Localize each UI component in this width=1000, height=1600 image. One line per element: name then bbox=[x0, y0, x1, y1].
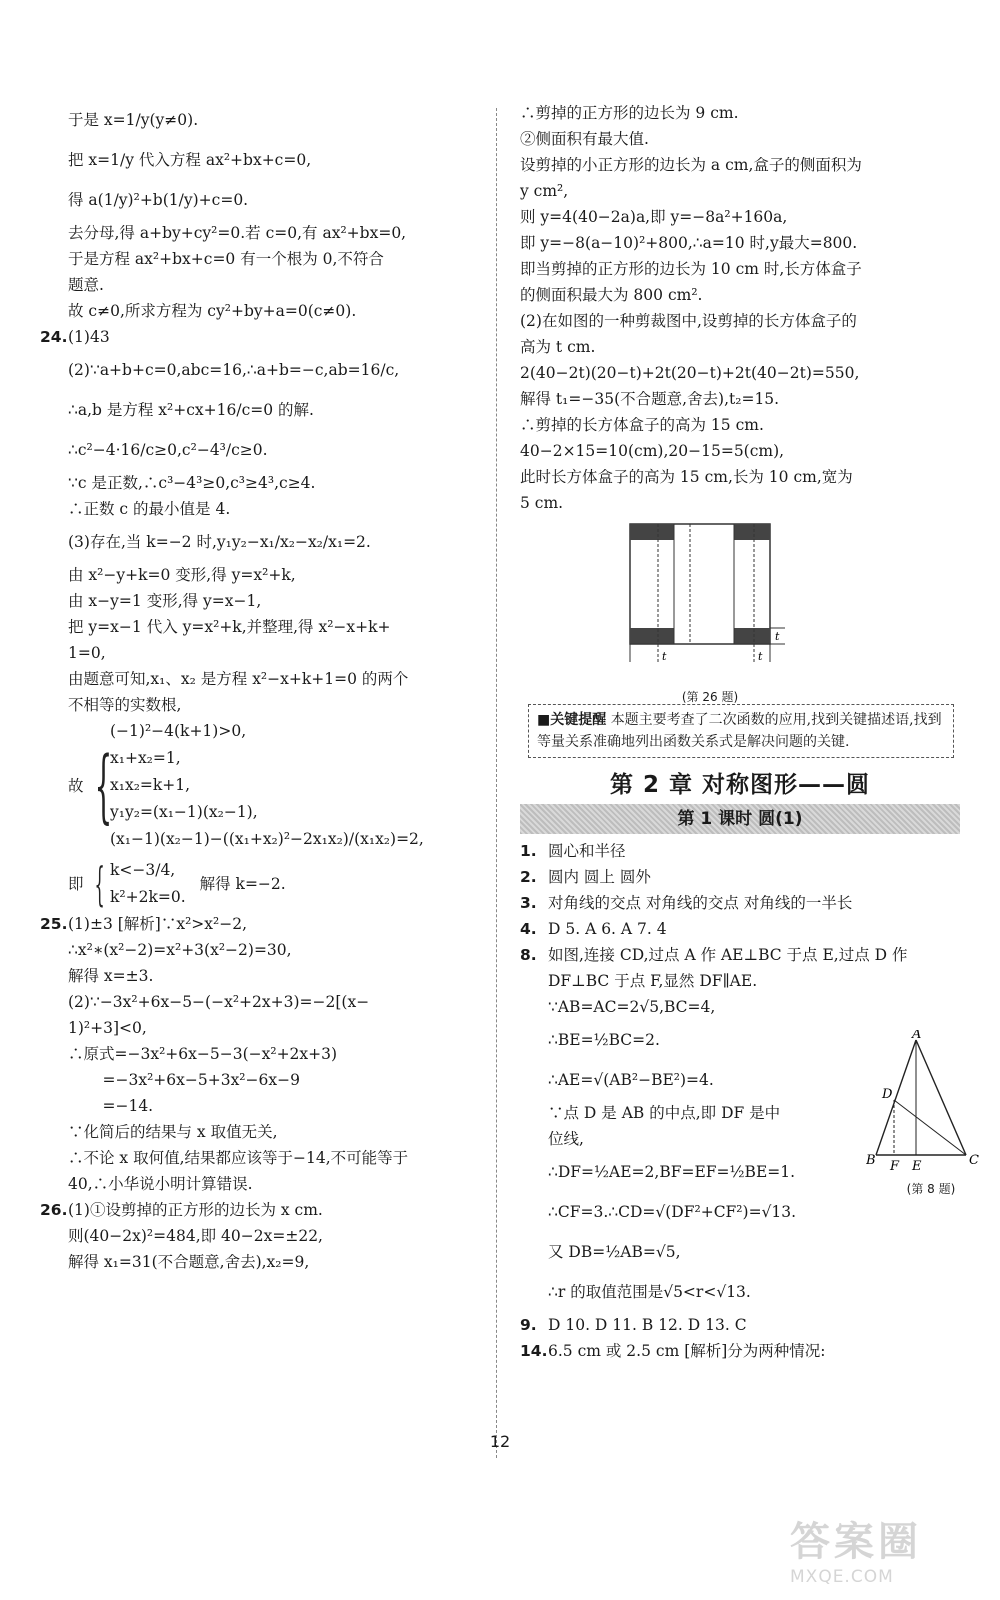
brace-symbol: { bbox=[94, 857, 105, 911]
text-line: 由 x−y=1 变形,得 y=x−1, bbox=[68, 592, 262, 610]
text-line: (1)±3 [解析]∵x²>x²−2, bbox=[68, 915, 247, 933]
text-line: (1)①设剪掉的正方形的边长为 x cm. bbox=[68, 1201, 323, 1219]
text-line: 1=0, bbox=[68, 644, 106, 662]
answer-text: 圆心和半径 bbox=[548, 842, 626, 860]
system-lead: 即 bbox=[68, 875, 84, 893]
text-line: (1)43 bbox=[68, 328, 110, 346]
text-line: y cm², bbox=[520, 182, 569, 200]
key-reminder-box bbox=[528, 704, 954, 758]
question-24 bbox=[40, 324, 482, 350]
text-line: 1)²+3]<0, bbox=[68, 1019, 147, 1037]
watermark-logo bbox=[790, 1510, 970, 1587]
text-line: =−3x²+6x−5+3x²−6x−9 bbox=[68, 1071, 300, 1089]
text-line: 题意. bbox=[68, 276, 104, 294]
point-label-f: F bbox=[890, 1159, 900, 1174]
answer-text: D 10. D 11. B 12. D 13. C bbox=[548, 1316, 747, 1334]
watermark-text: 答案圈 bbox=[790, 1519, 922, 1565]
text-line: 去分母,得 a+by+cy²=0.若 c=0,有 ax²+bx=0, bbox=[68, 224, 407, 242]
text-line: 设剪掉的小正方形的边长为 a cm,盒子的侧面积为 bbox=[520, 156, 862, 174]
answer-text: 圆内 圆上 圆外 bbox=[548, 868, 651, 886]
question-25 bbox=[40, 911, 482, 937]
question-number: 1. bbox=[520, 842, 537, 860]
text-line: DF⊥BC 于点 F,显然 DF∥AE. bbox=[548, 972, 758, 990]
equation-system-1 bbox=[40, 718, 482, 853]
text-line: ∴AE=√(AB²−BE²)=4. bbox=[548, 1071, 714, 1089]
key-reminder-tag: ■关键提醒 bbox=[537, 712, 607, 728]
text-line: (2)在如图的一种剪裁图中,设剪掉的长方体盒子的 bbox=[520, 312, 857, 330]
brace-symbol: { bbox=[94, 738, 113, 832]
text-line: 又 DB=½AB=√5, bbox=[548, 1243, 681, 1261]
answer-text: D 5. A 6. A 7. 4 bbox=[548, 920, 667, 938]
equation-line: k<−3/4, bbox=[110, 861, 176, 879]
point-label-b: B bbox=[866, 1153, 876, 1168]
page-number: 12 bbox=[489, 1432, 511, 1451]
text-line: 即 y=−8(a−10)²+800,∴a=10 时,y最大=800. bbox=[520, 234, 858, 252]
system-lines bbox=[110, 718, 424, 853]
triangle-diagram bbox=[866, 1030, 996, 1180]
text-line: 此时长方体盒子的高为 15 cm,长为 10 cm,宽为 bbox=[520, 468, 853, 486]
fig-label-t: t bbox=[758, 650, 763, 663]
question-number: 24. bbox=[40, 328, 68, 346]
question-8 bbox=[520, 942, 960, 968]
figure-caption: (第 8 题) bbox=[906, 1182, 956, 1196]
answer-line bbox=[520, 838, 960, 864]
question-number: 14. bbox=[520, 1342, 548, 1360]
equation-line: (x₁−1)(x₂−1)−((x₁+x₂)²−2x₁x₂)/(x₁x₂)=2, bbox=[110, 830, 424, 848]
figure-caption: (第 26 题) bbox=[681, 690, 739, 704]
answer-line bbox=[520, 890, 960, 916]
text-line: ∵点 D 是 AB 的中点,即 DF 是中 bbox=[548, 1104, 781, 1122]
text-line: (2)∵a+b+c=0,abc=16,∴a+b=−c,ab=16/c, bbox=[68, 361, 400, 379]
box-net-diagram bbox=[610, 522, 810, 672]
text-line: 5 cm. bbox=[520, 494, 564, 512]
equation-line: (−1)²−4(k+1)>0, bbox=[110, 722, 247, 740]
text-line: ∴r 的取值范围是√5<r<√13. bbox=[548, 1283, 751, 1301]
text-line: ∴不论 x 取何值,结果都应该等于−14,不可能等于 bbox=[68, 1149, 409, 1167]
answer-line bbox=[520, 916, 960, 942]
text-line: (2)∵−3x²+6x−5−(−x²+2x+3)=−2[(x− bbox=[68, 993, 370, 1011]
equation-line: y₁y₂=(x₁−1)(x₂−1), bbox=[110, 803, 258, 821]
equation-line: x₁x₂=k+1, bbox=[110, 776, 191, 794]
text-line: 解得 x₁=31(不合题意,舍去),x₂=9, bbox=[68, 1253, 310, 1271]
point-label-a: A bbox=[912, 1030, 922, 1042]
text-line: 高为 t cm. bbox=[520, 338, 596, 356]
text-line: 则(40−2x)²=484,即 40−2x=±22, bbox=[68, 1227, 323, 1245]
text-line: 由 x²−y+k=0 变形,得 y=x²+k, bbox=[68, 566, 296, 584]
chapter-title: 第 2 章 对称图形——圆 bbox=[609, 772, 871, 798]
text-line: =−14. bbox=[68, 1097, 154, 1115]
system-lead: 故 bbox=[68, 776, 84, 795]
text-line: 把 x=1/y 代入方程 ax²+bx+c=0, bbox=[68, 151, 312, 169]
text-line: ∴c²−4·16/c≥0,c²−4³/c≥0. bbox=[68, 441, 268, 459]
column-divider bbox=[496, 108, 497, 1458]
system-result: 解得 k=−2. bbox=[199, 875, 286, 893]
text-line: 不相等的实数根, bbox=[68, 696, 182, 714]
left-column bbox=[40, 100, 482, 1275]
figure-26 bbox=[610, 522, 810, 704]
text-line: ∴剪掉的长方体盒子的高为 15 cm. bbox=[520, 416, 764, 434]
text-line: ∴DF=½AE=2,BF=EF=½BE=1. bbox=[548, 1163, 796, 1181]
figure-8 bbox=[866, 1030, 996, 1200]
text-line: 解得 x=±3. bbox=[68, 967, 154, 985]
text-line: ∴BE=½BC=2. bbox=[548, 1031, 660, 1049]
text-line: 于是 x=1/y(y≠0). bbox=[68, 111, 199, 129]
answer-text: 对角线的交点 对角线的交点 对角线的一半长 bbox=[548, 894, 853, 912]
answer-line bbox=[520, 864, 960, 890]
text-line: 位线, bbox=[548, 1130, 584, 1148]
key-reminder-text: 本题主要考查了二次函数的应用,找到关键描述语,找到等量关系准确地列出函数关系式是解决问题的关键. bbox=[537, 712, 942, 750]
text-line: ∴正数 c 的最小值是 4. bbox=[68, 500, 231, 518]
text-line: ∵化简后的结果与 x 取值无关, bbox=[68, 1123, 278, 1141]
question-number: 8. bbox=[520, 946, 537, 964]
text-line: 40,∴小华说小明计算错误. bbox=[68, 1175, 253, 1193]
answer-line bbox=[520, 1312, 960, 1338]
text-line: ∴剪掉的正方形的边长为 9 cm. bbox=[520, 104, 739, 122]
text-line: 2(40−2t)(20−t)+2t(20−t)+2t(40−2t)=550, bbox=[520, 364, 860, 382]
equation-line: k²+2k=0. bbox=[110, 888, 186, 906]
text-line: 40−2×15=10(cm),20−15=5(cm), bbox=[520, 442, 785, 460]
text-line: ∴原式=−3x²+6x−5−3(−x²+2x+3) bbox=[68, 1045, 338, 1063]
question-number: 9. bbox=[520, 1316, 537, 1334]
text-line: 于是方程 ax²+bx+c=0 有一个根为 0,不符合 bbox=[68, 250, 384, 268]
text-line: ∵AB=AC=2√5,BC=4, bbox=[548, 998, 716, 1016]
answer-text: 6.5 cm 或 2.5 cm [解析]分为两种情况: bbox=[548, 1342, 826, 1360]
watermark-url: MXQE.COM bbox=[790, 1567, 894, 1587]
point-label-e: E bbox=[912, 1159, 922, 1174]
text-line: 即当剪掉的正方形的边长为 10 cm 时,长方体盒子 bbox=[520, 260, 862, 278]
text-line: ∴CF=3.∴CD=√(DF²+CF²)=√13. bbox=[548, 1203, 797, 1221]
text-line: 如图,连接 CD,过点 A 作 AE⊥BC 于点 E,过点 D 作 bbox=[548, 946, 908, 964]
lesson-title: 第 1 课时 圆(1) bbox=[520, 804, 960, 834]
text-line: ②侧面积有最大值. bbox=[520, 130, 649, 148]
question-number: 25. bbox=[40, 915, 68, 933]
equation-line: x₁+x₂=1, bbox=[110, 749, 181, 767]
fig-label-t: t bbox=[775, 630, 780, 643]
text-line: 的侧面积最大为 800 cm². bbox=[520, 286, 703, 304]
question-number: 2. bbox=[520, 868, 537, 886]
question-number: 26. bbox=[40, 1201, 68, 1219]
text-line: 把 y=x−1 代入 y=x²+k,并整理,得 x²−x+k+ bbox=[68, 618, 391, 636]
question-number: 3. bbox=[520, 894, 537, 912]
text-line: 解得 t₁=−35(不合题意,舍去),t₂=15. bbox=[520, 390, 780, 408]
point-label-d: D bbox=[882, 1087, 893, 1102]
equation-system-2 bbox=[40, 857, 482, 911]
question-number: 4. bbox=[520, 920, 537, 938]
text-line: 故 c≠0,所求方程为 cy²+by+a=0(c≠0). bbox=[68, 302, 357, 320]
text-line: ∵c 是正数,∴c³−4³≥0,c³≥4³,c≥4. bbox=[68, 474, 316, 492]
text-line: 则 y=4(40−2a)a,即 y=−8a²+160a, bbox=[520, 208, 788, 226]
text-line: ∴x²∗(x²−2)=x²+3(x²−2)=30, bbox=[68, 941, 292, 959]
fig-label-t: t bbox=[662, 650, 667, 663]
system-lines bbox=[110, 857, 186, 911]
text-line: ∴a,b 是方程 x²+cx+16/c=0 的解. bbox=[68, 401, 314, 419]
answer-line bbox=[520, 1338, 960, 1364]
text-line: (3)存在,当 k=−2 时,y₁y₂−x₁/x₂−x₂/x₁=2. bbox=[68, 533, 371, 551]
text-line: 得 a(1/y)²+b(1/y)+c=0. bbox=[68, 191, 249, 209]
text-line: 由题意可知,x₁、x₂ 是方程 x²−x+k+1=0 的两个 bbox=[68, 670, 409, 688]
point-label-c: C bbox=[969, 1153, 979, 1168]
question-26 bbox=[40, 1197, 482, 1223]
